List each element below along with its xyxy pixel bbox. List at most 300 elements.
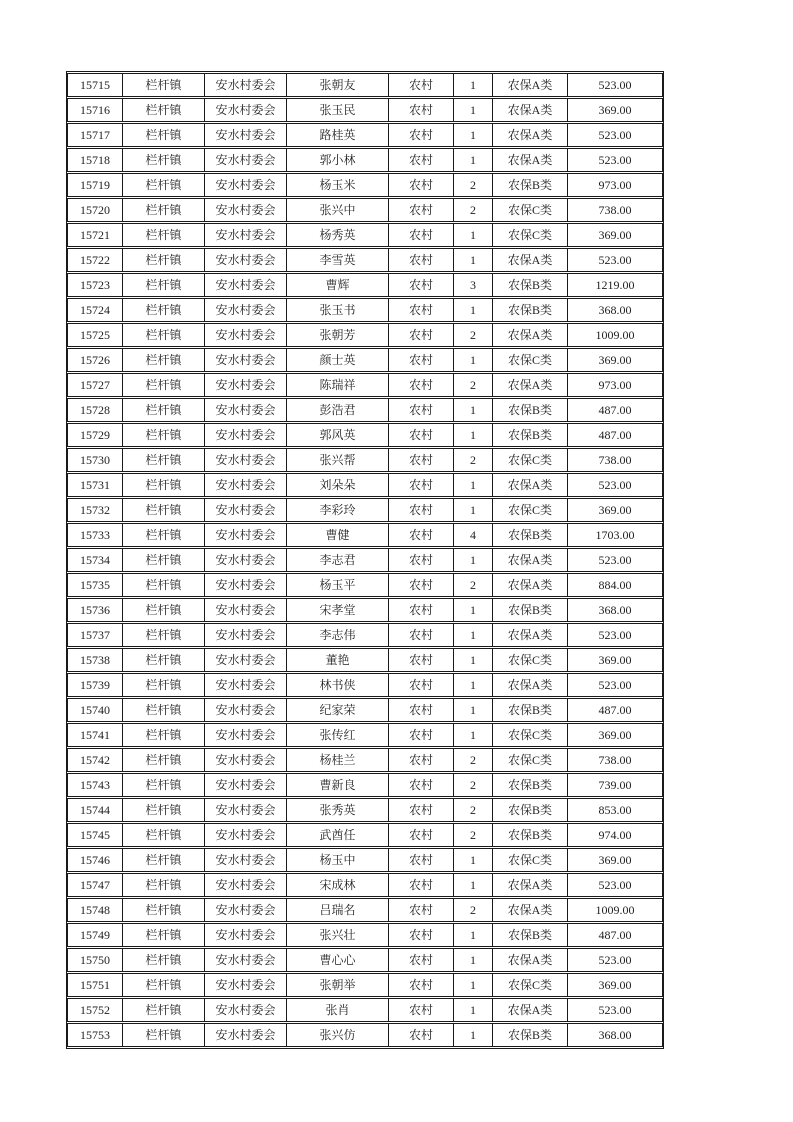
cell-residence_type: 农村 — [389, 398, 454, 422]
cell-name: 杨玉中 — [287, 848, 389, 872]
cell-amount: 1703.00 — [568, 523, 663, 547]
cell-residence_type: 农村 — [389, 98, 454, 122]
cell-village: 安水村委会 — [205, 398, 287, 422]
cell-residence_type: 农村 — [389, 223, 454, 247]
cell-residence_type: 农村 — [389, 598, 454, 622]
cell-residence_type: 农村 — [389, 673, 454, 697]
cell-amount: 487.00 — [568, 398, 663, 422]
cell-residence_type: 农村 — [389, 73, 454, 97]
cell-residence_type: 农村 — [389, 498, 454, 522]
cell-insurance_category: 农保C类 — [493, 723, 568, 747]
cell-village: 安水村委会 — [205, 748, 287, 772]
cell-id: 15721 — [67, 223, 123, 247]
cell-residence_type: 农村 — [389, 298, 454, 322]
cell-name: 张传红 — [287, 723, 389, 747]
cell-town: 栏杆镇 — [123, 123, 205, 147]
cell-id: 15747 — [67, 873, 123, 897]
cell-amount: 368.00 — [568, 1023, 663, 1047]
cell-town: 栏杆镇 — [123, 773, 205, 797]
cell-town: 栏杆镇 — [123, 423, 205, 447]
cell-person_count: 2 — [454, 198, 493, 222]
cell-name: 杨玉米 — [287, 173, 389, 197]
cell-residence_type: 农村 — [389, 548, 454, 572]
cell-id: 15716 — [67, 98, 123, 122]
cell-insurance_category: 农保B类 — [493, 923, 568, 947]
cell-name: 陈瑞祥 — [287, 373, 389, 397]
cell-person_count: 1 — [454, 248, 493, 272]
table-row — [67, 473, 663, 497]
cell-amount: 1219.00 — [568, 273, 663, 297]
cell-person_count: 1 — [454, 148, 493, 172]
cell-residence_type: 农村 — [389, 273, 454, 297]
cell-person_count: 2 — [454, 173, 493, 197]
cell-town: 栏杆镇 — [123, 448, 205, 472]
cell-village: 安水村委会 — [205, 698, 287, 722]
cell-amount: 369.00 — [568, 223, 663, 247]
cell-person_count: 1 — [454, 223, 493, 247]
table-row — [67, 773, 663, 797]
cell-village: 安水村委会 — [205, 673, 287, 697]
cell-insurance_category: 农保A类 — [493, 898, 568, 922]
cell-person_count: 2 — [454, 573, 493, 597]
cell-insurance_category: 农保C类 — [493, 223, 568, 247]
cell-amount: 487.00 — [568, 698, 663, 722]
cell-insurance_category: 农保A类 — [493, 373, 568, 397]
cell-insurance_category: 农保A类 — [493, 98, 568, 122]
table-row — [67, 398, 663, 422]
cell-residence_type: 农村 — [389, 248, 454, 272]
cell-town: 栏杆镇 — [123, 823, 205, 847]
cell-person_count: 1 — [454, 473, 493, 497]
cell-insurance_category: 农保B类 — [493, 773, 568, 797]
cell-village: 安水村委会 — [205, 348, 287, 372]
table-row — [67, 348, 663, 372]
cell-amount: 369.00 — [568, 98, 663, 122]
cell-village: 安水村委会 — [205, 423, 287, 447]
cell-id: 15719 — [67, 173, 123, 197]
table-row — [67, 498, 663, 522]
cell-town: 栏杆镇 — [123, 473, 205, 497]
cell-village: 安水村委会 — [205, 473, 287, 497]
cell-town: 栏杆镇 — [123, 523, 205, 547]
cell-residence_type: 农村 — [389, 123, 454, 147]
table-row — [67, 998, 663, 1022]
cell-residence_type: 农村 — [389, 423, 454, 447]
cell-town: 栏杆镇 — [123, 498, 205, 522]
cell-id: 15745 — [67, 823, 123, 847]
cell-name: 郭小林 — [287, 148, 389, 172]
cell-village: 安水村委会 — [205, 598, 287, 622]
cell-id: 15749 — [67, 923, 123, 947]
cell-village: 安水村委会 — [205, 323, 287, 347]
cell-id: 15735 — [67, 573, 123, 597]
cell-village: 安水村委会 — [205, 623, 287, 647]
cell-insurance_category: 农保B类 — [493, 298, 568, 322]
table-row — [67, 273, 663, 297]
cell-town: 栏杆镇 — [123, 598, 205, 622]
cell-name: 张兴仿 — [287, 1023, 389, 1047]
cell-name: 曹健 — [287, 523, 389, 547]
cell-town: 栏杆镇 — [123, 698, 205, 722]
cell-amount: 369.00 — [568, 498, 663, 522]
table-row — [67, 973, 663, 997]
cell-amount: 487.00 — [568, 423, 663, 447]
cell-name: 曹心心 — [287, 948, 389, 972]
cell-person_count: 1 — [454, 398, 493, 422]
cell-insurance_category: 农保B类 — [493, 173, 568, 197]
cell-town: 栏杆镇 — [123, 898, 205, 922]
cell-insurance_category: 农保B类 — [493, 598, 568, 622]
cell-id: 15738 — [67, 648, 123, 672]
cell-village: 安水村委会 — [205, 148, 287, 172]
cell-name: 张朝友 — [287, 73, 389, 97]
cell-insurance_category: 农保B类 — [493, 273, 568, 297]
cell-person_count: 1 — [454, 948, 493, 972]
cell-person_count: 2 — [454, 748, 493, 772]
cell-village: 安水村委会 — [205, 373, 287, 397]
cell-town: 栏杆镇 — [123, 223, 205, 247]
table-body — [67, 73, 663, 1047]
cell-village: 安水村委会 — [205, 448, 287, 472]
cell-insurance_category: 农保A类 — [493, 123, 568, 147]
cell-id: 15742 — [67, 748, 123, 772]
cell-town: 栏杆镇 — [123, 923, 205, 947]
cell-town: 栏杆镇 — [123, 1023, 205, 1047]
cell-town: 栏杆镇 — [123, 298, 205, 322]
cell-residence_type: 农村 — [389, 923, 454, 947]
cell-name: 郭风英 — [287, 423, 389, 447]
cell-town: 栏杆镇 — [123, 998, 205, 1022]
cell-id: 15740 — [67, 698, 123, 722]
cell-residence_type: 农村 — [389, 523, 454, 547]
cell-person_count: 1 — [454, 423, 493, 447]
cell-person_count: 1 — [454, 873, 493, 897]
cell-person_count: 2 — [454, 448, 493, 472]
table-row — [67, 873, 663, 897]
cell-id: 15751 — [67, 973, 123, 997]
cell-insurance_category: 农保B类 — [493, 523, 568, 547]
cell-insurance_category: 农保B类 — [493, 1023, 568, 1047]
cell-person_count: 1 — [454, 73, 493, 97]
cell-amount: 523.00 — [568, 623, 663, 647]
cell-village: 安水村委会 — [205, 998, 287, 1022]
cell-person_count: 1 — [454, 498, 493, 522]
table-row — [67, 548, 663, 572]
cell-id: 15750 — [67, 948, 123, 972]
table-row — [67, 248, 663, 272]
cell-amount: 369.00 — [568, 848, 663, 872]
table-row — [67, 73, 663, 97]
cell-amount: 739.00 — [568, 773, 663, 797]
cell-name: 李彩玲 — [287, 498, 389, 522]
cell-village: 安水村委会 — [205, 573, 287, 597]
cell-village: 安水村委会 — [205, 898, 287, 922]
cell-name: 杨桂兰 — [287, 748, 389, 772]
cell-name: 杨秀英 — [287, 223, 389, 247]
cell-id: 15722 — [67, 248, 123, 272]
cell-insurance_category: 农保A类 — [493, 873, 568, 897]
cell-town: 栏杆镇 — [123, 948, 205, 972]
cell-insurance_category: 农保A类 — [493, 323, 568, 347]
cell-town: 栏杆镇 — [123, 973, 205, 997]
cell-village: 安水村委会 — [205, 798, 287, 822]
cell-id: 15752 — [67, 998, 123, 1022]
cell-amount: 369.00 — [568, 348, 663, 372]
roster-table-container — [66, 71, 664, 1049]
table-row — [67, 623, 663, 647]
cell-residence_type: 农村 — [389, 648, 454, 672]
table-row — [67, 573, 663, 597]
cell-amount: 523.00 — [568, 123, 663, 147]
table-row — [67, 373, 663, 397]
cell-town: 栏杆镇 — [123, 198, 205, 222]
cell-residence_type: 农村 — [389, 873, 454, 897]
cell-person_count: 1 — [454, 648, 493, 672]
cell-name: 杨玉平 — [287, 573, 389, 597]
cell-residence_type: 农村 — [389, 373, 454, 397]
cell-insurance_category: 农保B类 — [493, 423, 568, 447]
cell-person_count: 1 — [454, 623, 493, 647]
table-row — [67, 723, 663, 747]
cell-amount: 884.00 — [568, 573, 663, 597]
cell-town: 栏杆镇 — [123, 648, 205, 672]
cell-amount: 523.00 — [568, 998, 663, 1022]
cell-insurance_category: 农保C类 — [493, 648, 568, 672]
cell-person_count: 1 — [454, 698, 493, 722]
cell-name: 曹新良 — [287, 773, 389, 797]
cell-residence_type: 农村 — [389, 348, 454, 372]
cell-person_count: 2 — [454, 798, 493, 822]
cell-id: 15725 — [67, 323, 123, 347]
cell-insurance_category: 农保A类 — [493, 73, 568, 97]
cell-insurance_category: 农保C类 — [493, 748, 568, 772]
cell-residence_type: 农村 — [389, 973, 454, 997]
cell-town: 栏杆镇 — [123, 798, 205, 822]
table-row — [67, 448, 663, 472]
cell-amount: 738.00 — [568, 198, 663, 222]
cell-residence_type: 农村 — [389, 748, 454, 772]
cell-amount: 487.00 — [568, 923, 663, 947]
cell-residence_type: 农村 — [389, 998, 454, 1022]
cell-amount: 1009.00 — [568, 323, 663, 347]
cell-insurance_category: 农保A类 — [493, 998, 568, 1022]
table-row — [67, 598, 663, 622]
table-row — [67, 673, 663, 697]
table-row — [67, 98, 663, 122]
cell-person_count: 1 — [454, 973, 493, 997]
cell-insurance_category: 农保C类 — [493, 448, 568, 472]
cell-id: 15729 — [67, 423, 123, 447]
cell-village: 安水村委会 — [205, 298, 287, 322]
cell-amount: 368.00 — [568, 598, 663, 622]
cell-insurance_category: 农保A类 — [493, 473, 568, 497]
cell-person_count: 4 — [454, 523, 493, 547]
cell-village: 安水村委会 — [205, 223, 287, 247]
cell-amount: 853.00 — [568, 798, 663, 822]
cell-name: 张玉民 — [287, 98, 389, 122]
cell-id: 15753 — [67, 1023, 123, 1047]
cell-name: 张玉书 — [287, 298, 389, 322]
cell-person_count: 2 — [454, 898, 493, 922]
cell-town: 栏杆镇 — [123, 98, 205, 122]
cell-town: 栏杆镇 — [123, 848, 205, 872]
table-row — [67, 648, 663, 672]
cell-town: 栏杆镇 — [123, 273, 205, 297]
cell-name: 李雪英 — [287, 248, 389, 272]
cell-person_count: 1 — [454, 1023, 493, 1047]
cell-town: 栏杆镇 — [123, 673, 205, 697]
cell-insurance_category: 农保C类 — [493, 348, 568, 372]
cell-amount: 523.00 — [568, 548, 663, 572]
table-row — [67, 123, 663, 147]
cell-amount: 523.00 — [568, 873, 663, 897]
table-row — [67, 223, 663, 247]
cell-town: 栏杆镇 — [123, 873, 205, 897]
cell-id: 15724 — [67, 298, 123, 322]
cell-name: 彭浩君 — [287, 398, 389, 422]
cell-residence_type: 农村 — [389, 198, 454, 222]
table-row — [67, 748, 663, 772]
cell-amount: 369.00 — [568, 973, 663, 997]
cell-id: 15748 — [67, 898, 123, 922]
cell-name: 张肖 — [287, 998, 389, 1022]
cell-person_count: 1 — [454, 673, 493, 697]
cell-village: 安水村委会 — [205, 948, 287, 972]
cell-residence_type: 农村 — [389, 573, 454, 597]
cell-village: 安水村委会 — [205, 548, 287, 572]
cell-amount: 368.00 — [568, 298, 663, 322]
cell-name: 董艳 — [287, 648, 389, 672]
cell-id: 15743 — [67, 773, 123, 797]
cell-residence_type: 农村 — [389, 173, 454, 197]
cell-insurance_category: 农保C类 — [493, 973, 568, 997]
cell-name: 张秀英 — [287, 798, 389, 822]
cell-residence_type: 农村 — [389, 948, 454, 972]
cell-id: 15734 — [67, 548, 123, 572]
table-row — [67, 173, 663, 197]
cell-residence_type: 农村 — [389, 848, 454, 872]
cell-id: 15718 — [67, 148, 123, 172]
cell-village: 安水村委会 — [205, 923, 287, 947]
cell-insurance_category: 农保A类 — [493, 948, 568, 972]
cell-id: 15726 — [67, 348, 123, 372]
cell-person_count: 1 — [454, 298, 493, 322]
cell-village: 安水村委会 — [205, 248, 287, 272]
cell-id: 15736 — [67, 598, 123, 622]
cell-name: 林书侠 — [287, 673, 389, 697]
cell-person_count: 1 — [454, 723, 493, 747]
cell-town: 栏杆镇 — [123, 248, 205, 272]
cell-residence_type: 农村 — [389, 798, 454, 822]
cell-insurance_category: 农保B类 — [493, 398, 568, 422]
cell-id: 15723 — [67, 273, 123, 297]
cell-amount: 973.00 — [568, 173, 663, 197]
cell-village: 安水村委会 — [205, 823, 287, 847]
cell-insurance_category: 农保C类 — [493, 198, 568, 222]
cell-id: 15715 — [67, 73, 123, 97]
cell-amount: 523.00 — [568, 73, 663, 97]
cell-person_count: 1 — [454, 123, 493, 147]
cell-residence_type: 农村 — [389, 723, 454, 747]
cell-town: 栏杆镇 — [123, 73, 205, 97]
cell-name: 刘朵朵 — [287, 473, 389, 497]
cell-name: 张兴帮 — [287, 448, 389, 472]
cell-id: 15746 — [67, 848, 123, 872]
cell-amount: 523.00 — [568, 473, 663, 497]
table-row — [67, 798, 663, 822]
cell-id: 15737 — [67, 623, 123, 647]
cell-id: 15741 — [67, 723, 123, 747]
cell-person_count: 2 — [454, 373, 493, 397]
cell-residence_type: 农村 — [389, 898, 454, 922]
cell-town: 栏杆镇 — [123, 148, 205, 172]
cell-person_count: 1 — [454, 348, 493, 372]
cell-amount: 1009.00 — [568, 898, 663, 922]
cell-amount: 523.00 — [568, 948, 663, 972]
table-row — [67, 1023, 663, 1047]
cell-name: 张朝举 — [287, 973, 389, 997]
cell-town: 栏杆镇 — [123, 173, 205, 197]
cell-village: 安水村委会 — [205, 773, 287, 797]
cell-residence_type: 农村 — [389, 448, 454, 472]
table-row — [67, 923, 663, 947]
table-row — [67, 948, 663, 972]
cell-town: 栏杆镇 — [123, 748, 205, 772]
cell-town: 栏杆镇 — [123, 323, 205, 347]
cell-amount: 974.00 — [568, 823, 663, 847]
cell-village: 安水村委会 — [205, 523, 287, 547]
cell-name: 颜士英 — [287, 348, 389, 372]
cell-amount: 369.00 — [568, 648, 663, 672]
cell-town: 栏杆镇 — [123, 573, 205, 597]
cell-id: 15733 — [67, 523, 123, 547]
cell-name: 吕瑞名 — [287, 898, 389, 922]
cell-village: 安水村委会 — [205, 848, 287, 872]
cell-id: 15744 — [67, 798, 123, 822]
table-row — [67, 198, 663, 222]
cell-amount: 973.00 — [568, 373, 663, 397]
cell-insurance_category: 农保A类 — [493, 623, 568, 647]
cell-town: 栏杆镇 — [123, 373, 205, 397]
cell-village: 安水村委会 — [205, 98, 287, 122]
cell-amount: 738.00 — [568, 448, 663, 472]
cell-residence_type: 农村 — [389, 773, 454, 797]
cell-name: 纪家荣 — [287, 698, 389, 722]
cell-village: 安水村委会 — [205, 198, 287, 222]
cell-person_count: 1 — [454, 548, 493, 572]
table-row — [67, 698, 663, 722]
cell-name: 张兴壮 — [287, 923, 389, 947]
cell-insurance_category: 农保B类 — [493, 798, 568, 822]
cell-id: 15720 — [67, 198, 123, 222]
cell-name: 李志君 — [287, 548, 389, 572]
cell-id: 15730 — [67, 448, 123, 472]
cell-residence_type: 农村 — [389, 473, 454, 497]
cell-name: 张朝芳 — [287, 323, 389, 347]
table-row — [67, 323, 663, 347]
cell-insurance_category: 农保A类 — [493, 148, 568, 172]
cell-town: 栏杆镇 — [123, 348, 205, 372]
table-row — [67, 423, 663, 447]
cell-insurance_category: 农保A类 — [493, 248, 568, 272]
cell-insurance_category: 农保C类 — [493, 498, 568, 522]
cell-person_count: 1 — [454, 848, 493, 872]
table-row — [67, 298, 663, 322]
cell-id: 15739 — [67, 673, 123, 697]
cell-person_count: 2 — [454, 823, 493, 847]
cell-person_count: 3 — [454, 273, 493, 297]
cell-id: 15728 — [67, 398, 123, 422]
